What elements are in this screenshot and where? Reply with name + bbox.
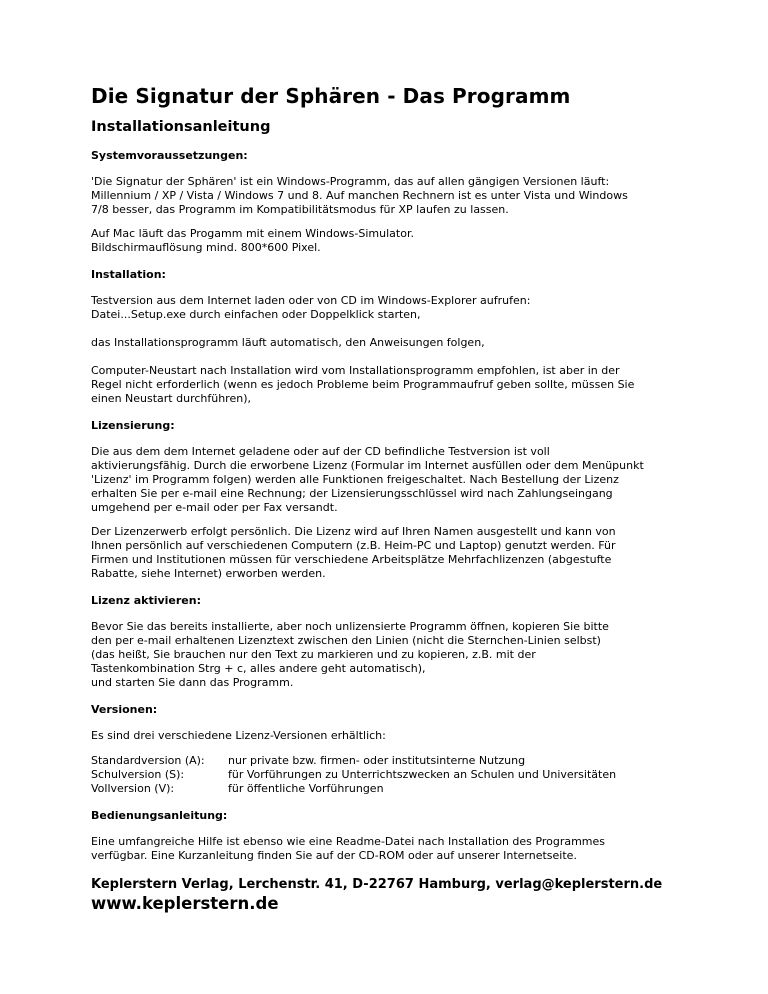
- text-line: Bildschirmauflösung mind. 800*600 Pixel.: [91, 241, 321, 254]
- text-line: Eine umfangreiche Hilfe ist ebenso wie eine Readme-Datei nach Installation des Programmes: [91, 835, 606, 848]
- text-line: Rabatte, siehe Internet) erworben werden.: [91, 567, 326, 580]
- version-label: Schulversion (S):: [91, 768, 185, 781]
- version-label: Standardversion (A):: [91, 754, 205, 767]
- text-line: aktivierungsfähig. Durch die erworbene Lizenz (Formular im Internet ausfüllen oder dem Menüpunkt: [91, 459, 644, 472]
- installation-paragraph-3: [91, 364, 708, 406]
- system-paragraph-1: [91, 175, 708, 217]
- versions-list: [91, 754, 708, 796]
- text-line: Bevor Sie das bereits installierte, aber noch unlizensierte Programm öffnen, kopieren Sie bitte: [91, 620, 609, 633]
- section-heading-versions: Versionen:: [91, 703, 158, 716]
- section-heading-activate: Lizenz aktivieren:: [91, 594, 201, 607]
- version-description: für öffentliche Vorführungen: [228, 782, 384, 795]
- licensing-paragraph-1: [91, 445, 708, 515]
- page-subtitle: Installationsanleitung: [91, 119, 271, 135]
- text-line: Tastenkombination Strg + c, alles andere geht automatisch),: [91, 662, 426, 675]
- version-row-standard: [91, 754, 708, 768]
- manual-paragraph-1: [91, 835, 708, 863]
- text-line: Computer-Neustart nach Installation wird vom Installationsprogramm empfohlen, ist aber in der: [91, 364, 620, 377]
- section-heading-installation: Installation:: [91, 268, 166, 281]
- activate-paragraph-1: [91, 620, 708, 690]
- section-heading-manual: Bedienungsanleitung:: [91, 809, 228, 822]
- text-line: 7/8 besser, das Programm im Kompatibilitätsmodus für XP laufen zu lassen.: [91, 203, 509, 216]
- publisher-address: Keplerstern Verlag, Lerchenstr. 41, D-22767 Hamburg, verlag@keplerstern.de: [91, 877, 663, 892]
- version-row-full: [91, 782, 708, 796]
- text-line: Testversion aus dem Internet laden oder von CD im Windows-Explorer aufrufen:: [91, 294, 531, 307]
- text-line: Millennium / XP / Vista / Windows 7 und 8. Auf manchen Rechnern ist es unter Vista und Windows: [91, 189, 628, 202]
- publisher-website: www.keplerstern.de: [91, 894, 279, 913]
- text-line: Regel nicht erforderlich (wenn es jedoch Probleme beim Programmaufruf geben sollte, müssen Sie: [91, 378, 635, 391]
- version-label: Vollversion (V):: [91, 782, 175, 795]
- text-line: verfügbar. Eine Kurzanleitung finden Sie auf der CD-ROM oder auf unserer Internetseite.: [91, 849, 577, 862]
- text-line: den per e-mail erhaltenen Lizenztext zwischen den Linien (nicht die Sternchen-Linien selbst): [91, 634, 601, 647]
- versions-intro: Es sind drei verschiedene Lizenz-Versionen erhältlich:: [91, 729, 386, 742]
- page-title: Die Signatur der Sphären - Das Programm: [91, 84, 571, 108]
- text-line: 'Die Signatur der Sphären' ist ein Windows-Programm, das auf allen gängigen Versionen läuft:: [91, 175, 610, 188]
- installation-paragraph-1: [91, 294, 708, 322]
- text-line: Der Lizenzerwerb erfolgt persönlich. Die Lizenz wird auf Ihren Namen ausgestellt und kann von: [91, 525, 616, 538]
- text-line: erhalten Sie per e-mail eine Rechnung; der Lizensierungsschlüssel wird nach Zahlungseingang: [91, 487, 613, 500]
- licensing-paragraph-2: [91, 525, 708, 581]
- text-line: das Installationsprogramm läuft automatisch, den Anweisungen folgen,: [91, 336, 485, 349]
- text-line: Datei...Setup.exe durch einfachen oder Doppelklick starten,: [91, 308, 421, 321]
- section-heading-system: Systemvoraussetzungen:: [91, 149, 248, 162]
- text-line: und starten Sie dann das Programm.: [91, 676, 294, 689]
- version-description: für Vorführungen zu Unterrichtszwecken an Schulen und Universitäten: [228, 768, 617, 781]
- section-heading-licensing: Lizensierung:: [91, 419, 175, 432]
- text-line: umgehend per e-mail oder per Fax versandt.: [91, 501, 338, 514]
- text-line: Auf Mac läuft das Progamm mit einem Windows-Simulator.: [91, 227, 414, 240]
- version-description: nur private bzw. firmen- oder institutsinterne Nutzung: [228, 754, 526, 767]
- installation-paragraph-2: [91, 336, 708, 350]
- text-line: Firmen und Institutionen müssen für verschiedene Arbeitsplätze Mehrfachlizenzen (abgestufte: [91, 553, 612, 566]
- version-row-school: [91, 768, 708, 782]
- text-line: Ihnen persönlich auf verschiedenen Computern (z.B. Heim-PC und Laptop) genutzt werden. Für: [91, 539, 616, 552]
- system-paragraph-2: [91, 227, 708, 255]
- text-line: Die aus dem dem Internet geladene oder auf der CD befindliche Testversion ist voll: [91, 445, 550, 458]
- text-line: (das heißt, Sie brauchen nur den Text zu markieren und zu kopieren, z.B. mit der: [91, 648, 536, 661]
- text-line: einen Neustart durchführen),: [91, 392, 251, 405]
- text-line: 'Lizenz' im Programm folgen) werden alle Funktionen freigeschaltet. Nach Bestellung der Lizenz: [91, 473, 619, 486]
